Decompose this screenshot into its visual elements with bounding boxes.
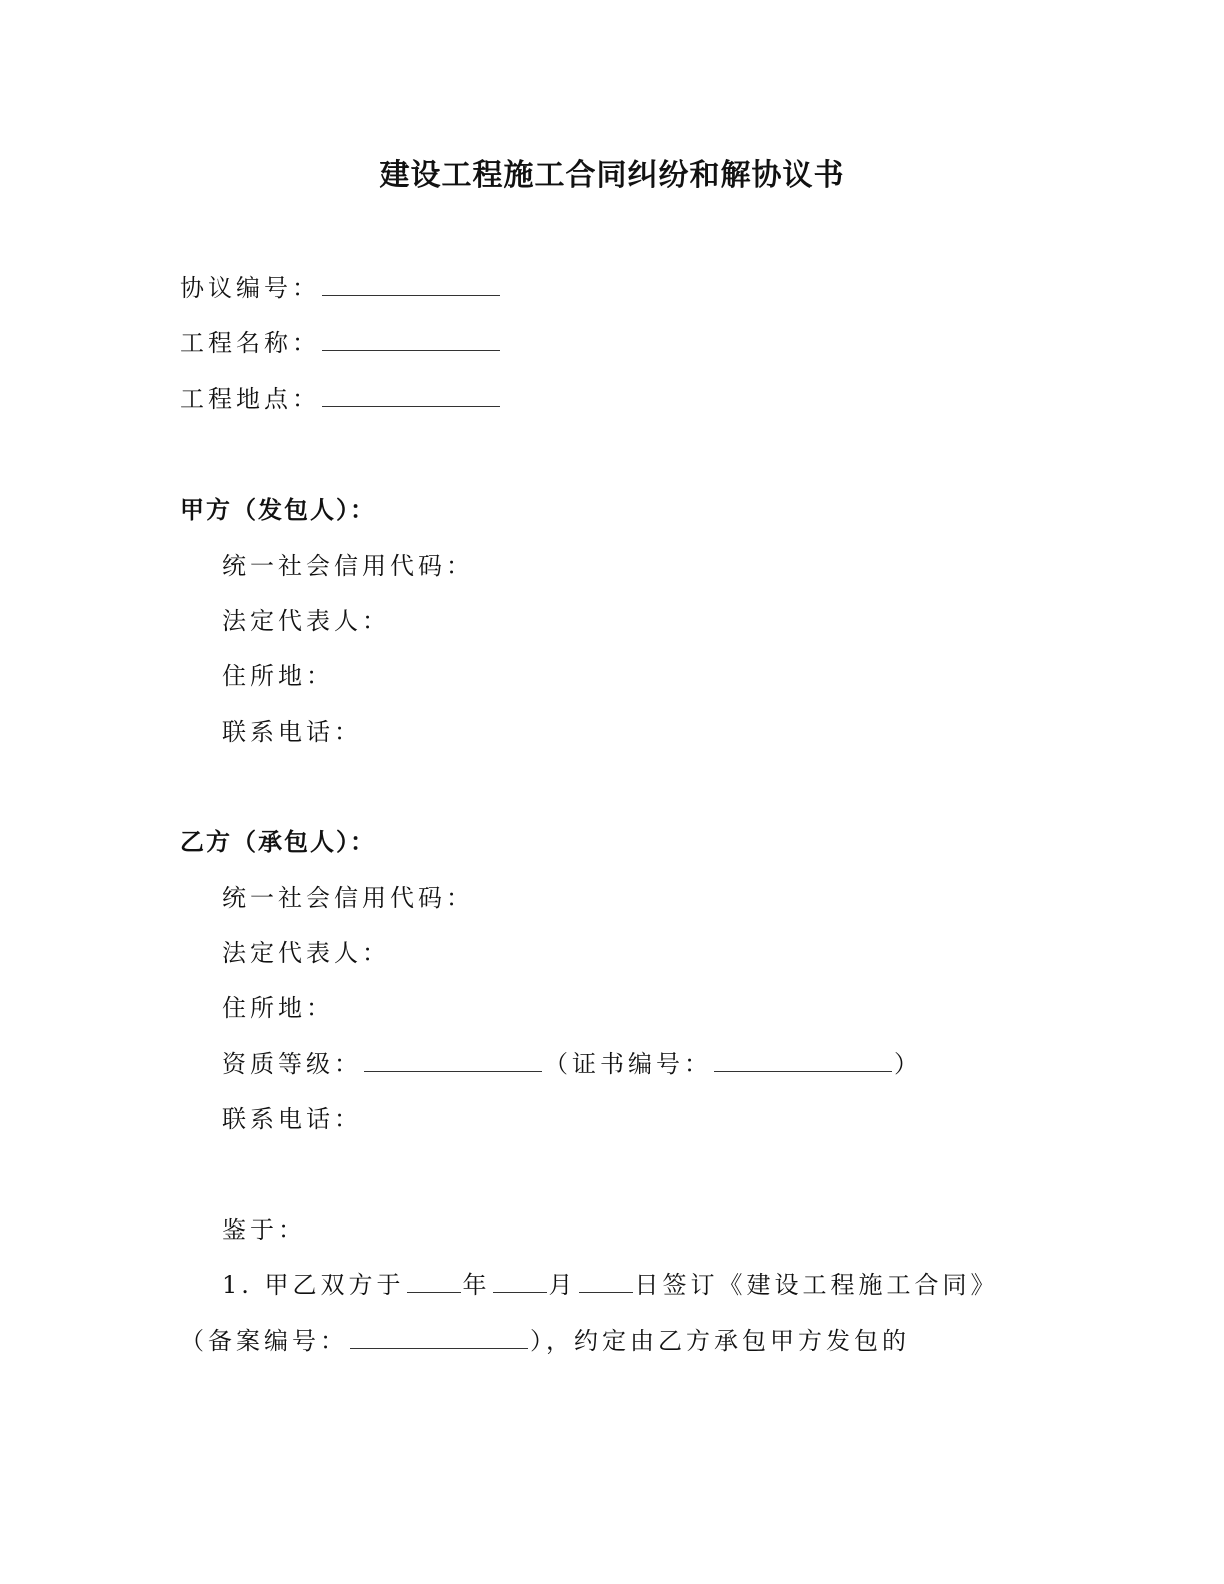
year-label: 年 [462,1271,491,1299]
year-blank[interactable] [407,1268,461,1293]
party-b-address: 住所地： [222,994,334,1022]
filing-number-blank[interactable] [350,1324,528,1349]
party-b-qualification [222,1046,922,1082]
party-a-credit-code: 统一社会信用代码： [222,552,474,580]
qualification-blank[interactable] [364,1047,542,1072]
project-location-blank[interactable] [322,382,500,407]
whereas-item-1-line-1 [222,1267,999,1303]
party-a-heading: 甲方（发包人）： [180,495,376,524]
project-name-blank[interactable] [322,326,500,351]
field-label: 工程名称： [180,329,320,357]
party-a-legal-rep: 法定代表人： [222,607,390,635]
party-a-address: 住所地： [222,662,334,690]
field-agreement-number [180,270,502,306]
party-b-legal-rep: 法定代表人： [222,939,390,967]
qualification-label: 资质等级： [222,1050,362,1078]
agreement-number-blank[interactable] [322,271,500,296]
item-text-cont: ），约定由乙方承包甲方发包的 [530,1327,910,1355]
day-blank[interactable] [579,1268,633,1293]
certificate-close: ） [894,1050,922,1078]
party-b-phone: 联系电话： [222,1105,362,1133]
filing-number-label: （备案编号： [180,1327,348,1355]
item-number: 1. [222,1271,253,1299]
party-b-heading: 乙方（承包人）： [180,827,376,856]
item-text: 甲乙双方于 [264,1271,405,1299]
whereas-item-1-line-2 [180,1323,910,1359]
party-b-credit-code: 统一社会信用代码： [222,884,474,912]
field-project-location [180,381,502,417]
certificate-label: （证书编号： [544,1050,712,1078]
day-contract-text: 日签订《建设工程施工合同》 [634,1271,999,1299]
field-project-name [180,325,502,361]
field-label: 工程地点： [180,385,320,413]
month-blank[interactable] [493,1268,547,1293]
document-title: 建设工程施工合同纠纷和解协议书 [379,158,845,193]
whereas-heading: 鉴于： [222,1216,306,1244]
month-label: 月 [548,1271,577,1299]
party-a-phone: 联系电话： [222,718,362,746]
certificate-number-blank[interactable] [714,1047,892,1072]
field-label: 协议编号： [180,274,320,302]
